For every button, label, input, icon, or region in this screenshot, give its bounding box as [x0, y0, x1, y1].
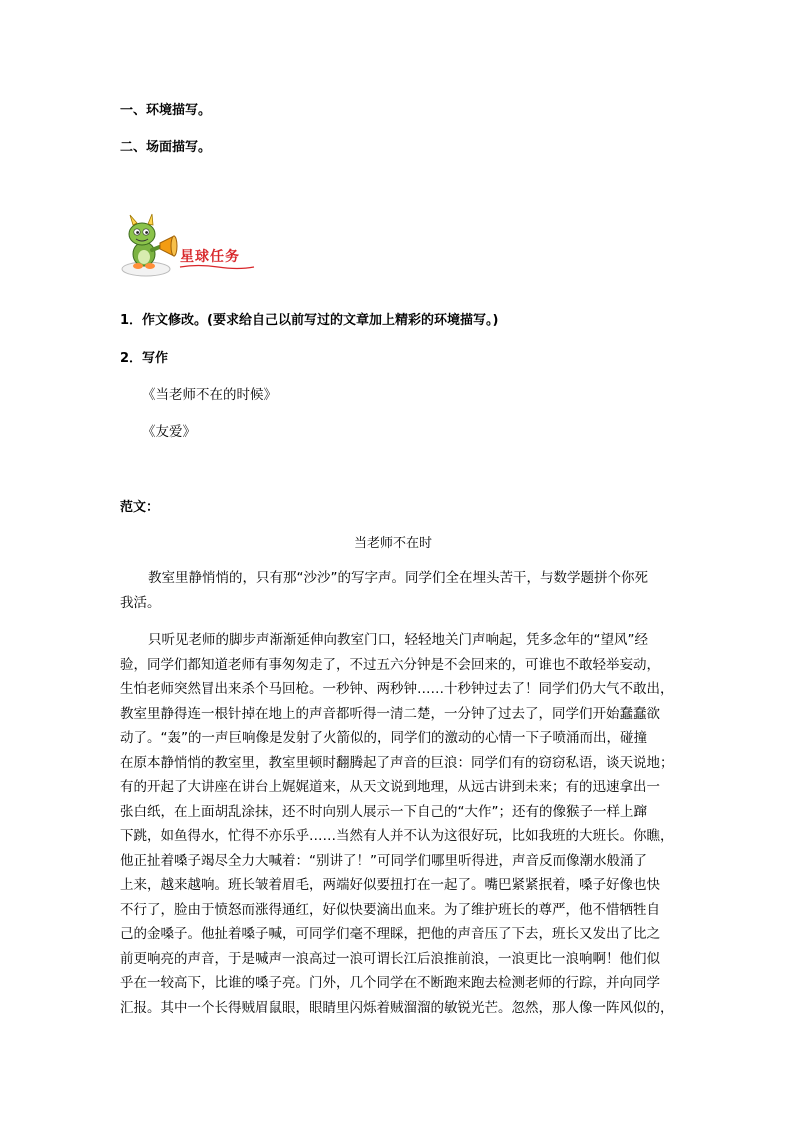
paragraph-line: 我活。: [120, 594, 161, 611]
task-item-1: 1．作文修改。(要求给自己以前写过的文章加上精彩的环境描写。): [120, 313, 499, 328]
paragraph-line: 前更响亮的声音，于是喊声一浪高过一浪可谓长江后浪推前浪，一浪更比一浪响啊！他们似: [120, 950, 660, 967]
paragraph-line: 生怕老师突然冒出来杀个马回枪。一秒钟、两秒钟……十秒钟过去了！同学们仍大气不敢出，: [120, 681, 674, 697]
paragraph-line: 乎在一较高下，比谁的嗓子亮。门外，几个同学在不断跑来跑去检测老师的行踪，并向同学: [120, 975, 660, 991]
paragraph-line: 验，同学们都知道老师有事匆匆走了，不过五六分钟是不会回来的，可谁也不敢轻举妄动，: [120, 656, 660, 673]
paragraph-line: 上来，越来越响。班长皱着眉毛，两端好似要扭打在一起了。嘴巴紧紧抿着，嗓子好像也快: [120, 877, 660, 893]
heading-scene: 二、场面描写。: [120, 140, 212, 155]
task-item-2: 2．写作: [120, 351, 169, 366]
sample-label: 范文：: [120, 500, 160, 515]
paragraph-line: 教室里静悄悄的，只有那“沙沙”的写字声。同学们全在埋头苦干，与数学题拼个你死: [148, 570, 648, 586]
sample-title: 当老师不在时: [354, 536, 433, 551]
planet-task-badge: [120, 212, 260, 278]
badge-label: 星球任务: [180, 249, 240, 265]
badge-underline-icon: [178, 264, 256, 270]
paragraph-line: 动了。“轰”的一声巨响像是发射了火箭似的，同学们的激动的心情一下子喷涌而出，碰撞: [120, 730, 647, 746]
dragon-mascot-icon: [120, 212, 180, 278]
book-title-2: 《友爱》: [142, 424, 196, 440]
paragraph-line: 不行了，脸由于愤怒而涨得通红，好似快要滴出血来。为了维护班长的尊严，他不惜牺牲自: [120, 901, 660, 918]
paragraph-1: [120, 566, 680, 615]
paragraph-2: [120, 628, 680, 1020]
paragraph-line: 在原本静悄悄的教室里，教室里顿时翻腾起了声音的巨浪：同学们有的窃窃私语，谈天说地；: [120, 754, 674, 771]
paragraph-line: 张白纸，在上面胡乱涂抹，还不时向别人展示一下自己的“大作”；还有的像猴子一样上蹿: [120, 803, 647, 820]
paragraph-line: 只听见老师的脚步声渐渐延伸向教室门口，轻轻地关门声响起，凭多念年的“望风”经: [148, 632, 648, 648]
paragraph-line: 己的金嗓子。他扯着嗓子喊，可同学们毫不理睬，把他的声音压了下去，班长又发出了比之: [120, 926, 660, 942]
paragraph-line: 他正扯着嗓子竭尽全力大喊着：“别讲了！”可同学们哪里听得进，声音反而像潮水般涌了: [120, 852, 647, 869]
paragraph-line: 有的开起了大讲座在讲台上娓娓道来，从天文说到地理，从远古讲到未来；有的迅速拿出一: [120, 779, 660, 795]
paragraph-line: 教室里静得连一根针掉在地上的声音都听得一清二楚，一分钟了过去了，同学们开始蠢蠢欲: [120, 705, 660, 722]
book-title-1: 《当老师不在的时候》: [142, 387, 277, 403]
heading-environment: 一、环境描写。: [120, 103, 212, 118]
paragraph-line: 下跳，如鱼得水，忙得不亦乐乎……当然有人并不认为这很好玩，比如我班的大班长。你瞧，: [120, 828, 674, 844]
paragraph-line: 汇报。其中一个长得贼眉鼠眼，眼睛里闪烁着贼溜溜的敏锐光芒。忽然，那人像一阵风似的，: [120, 999, 674, 1016]
